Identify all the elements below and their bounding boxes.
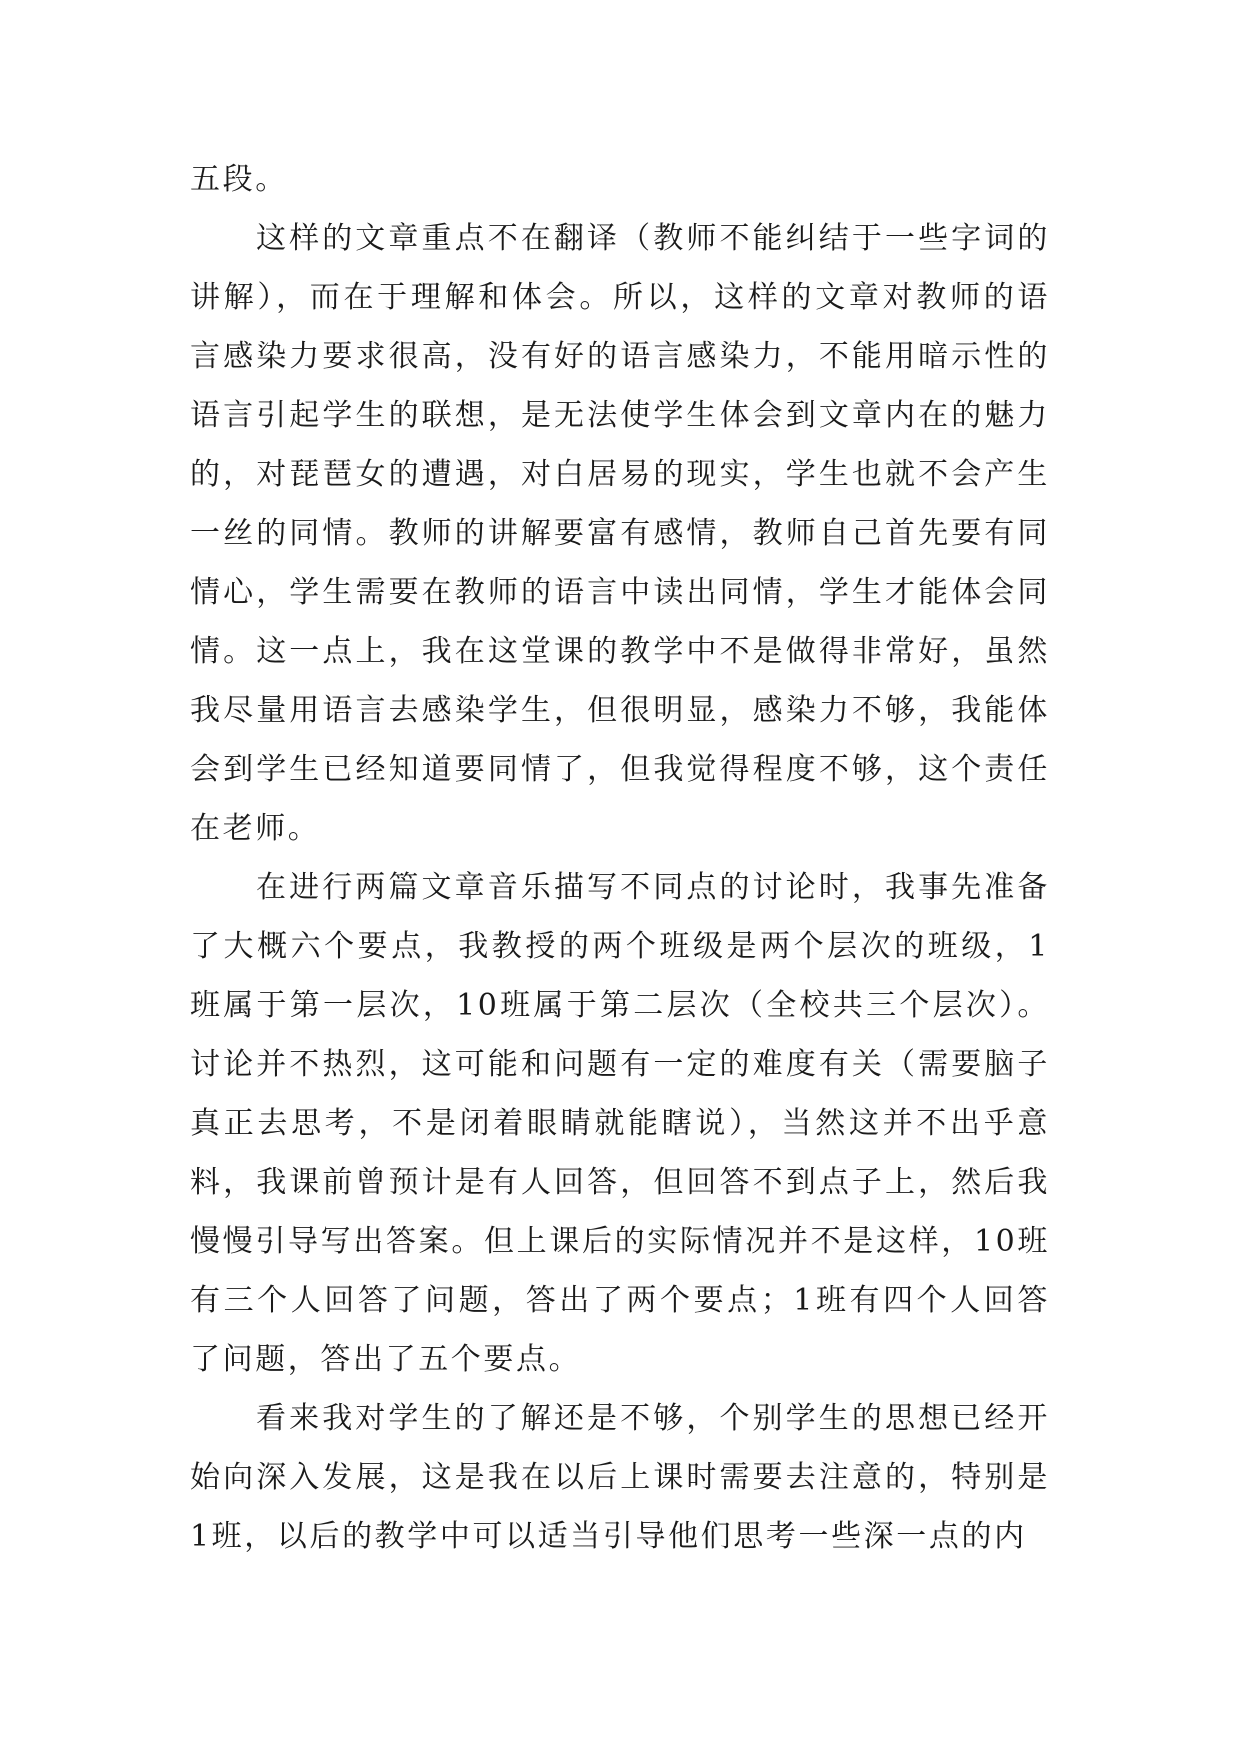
- paragraph-translation-focus: 这样的文章重点不在翻译（教师不能纠结于一些字词的讲解），而在于理解和体会。所以，这样的文章对教师的语言感染力要求很高，没有好的语言感染力，不能用暗示性的语言引起学生的联想，是无法使学生体会到文章内在的魅力的，对琵琶女的遭遇，对白居易的现实，学生也就不会产生一丝的同情。教师的讲解要富有感情，教师自己首先要有同情心，学生需要在教师的语言中读出同情，学生才能体会同情。这一点上，我在这堂课的教学中不是做得非常好，虽然我尽量用语言去感染学生，但很明显，感染力不够，我能体会到学生已经知道要同情了，但我觉得程度不够，这个责任在老师。: [190, 221, 1050, 846]
- paragraph-discussion: 在进行两篇文章音乐描写不同点的讨论时，我事先准备了大概六个要点，我教授的两个班级是两个层次的班级，1班属于第一层次，10班属于第二层次（全校共三个层次）。讨论并不热烈，这可能和问题有一定的难度有关（需要脑子真正去思考，不是闭着眼睛就能瞎说），当然这并不出乎意料，我课前曾预计是有人回答，但回答不到点子上，然后我慢慢引导写出答案。但上课后的实际情况并不是这样，10班有三个人回答了问题，答出了两个要点；1班有四个人回答了问题，答出了五个要点。: [190, 870, 1050, 1377]
- paragraph-reflection: 看来我对学生的了解还是不够，个别学生的思想已经开始向深入发展，这是我在以后上课时需要去注意的，特别是1班，以后的教学中可以适当引导他们思考一些深一点的内: [190, 1401, 1050, 1554]
- paragraph-continuation: 五段。: [190, 162, 288, 197]
- document-page: [190, 150, 1050, 1566]
